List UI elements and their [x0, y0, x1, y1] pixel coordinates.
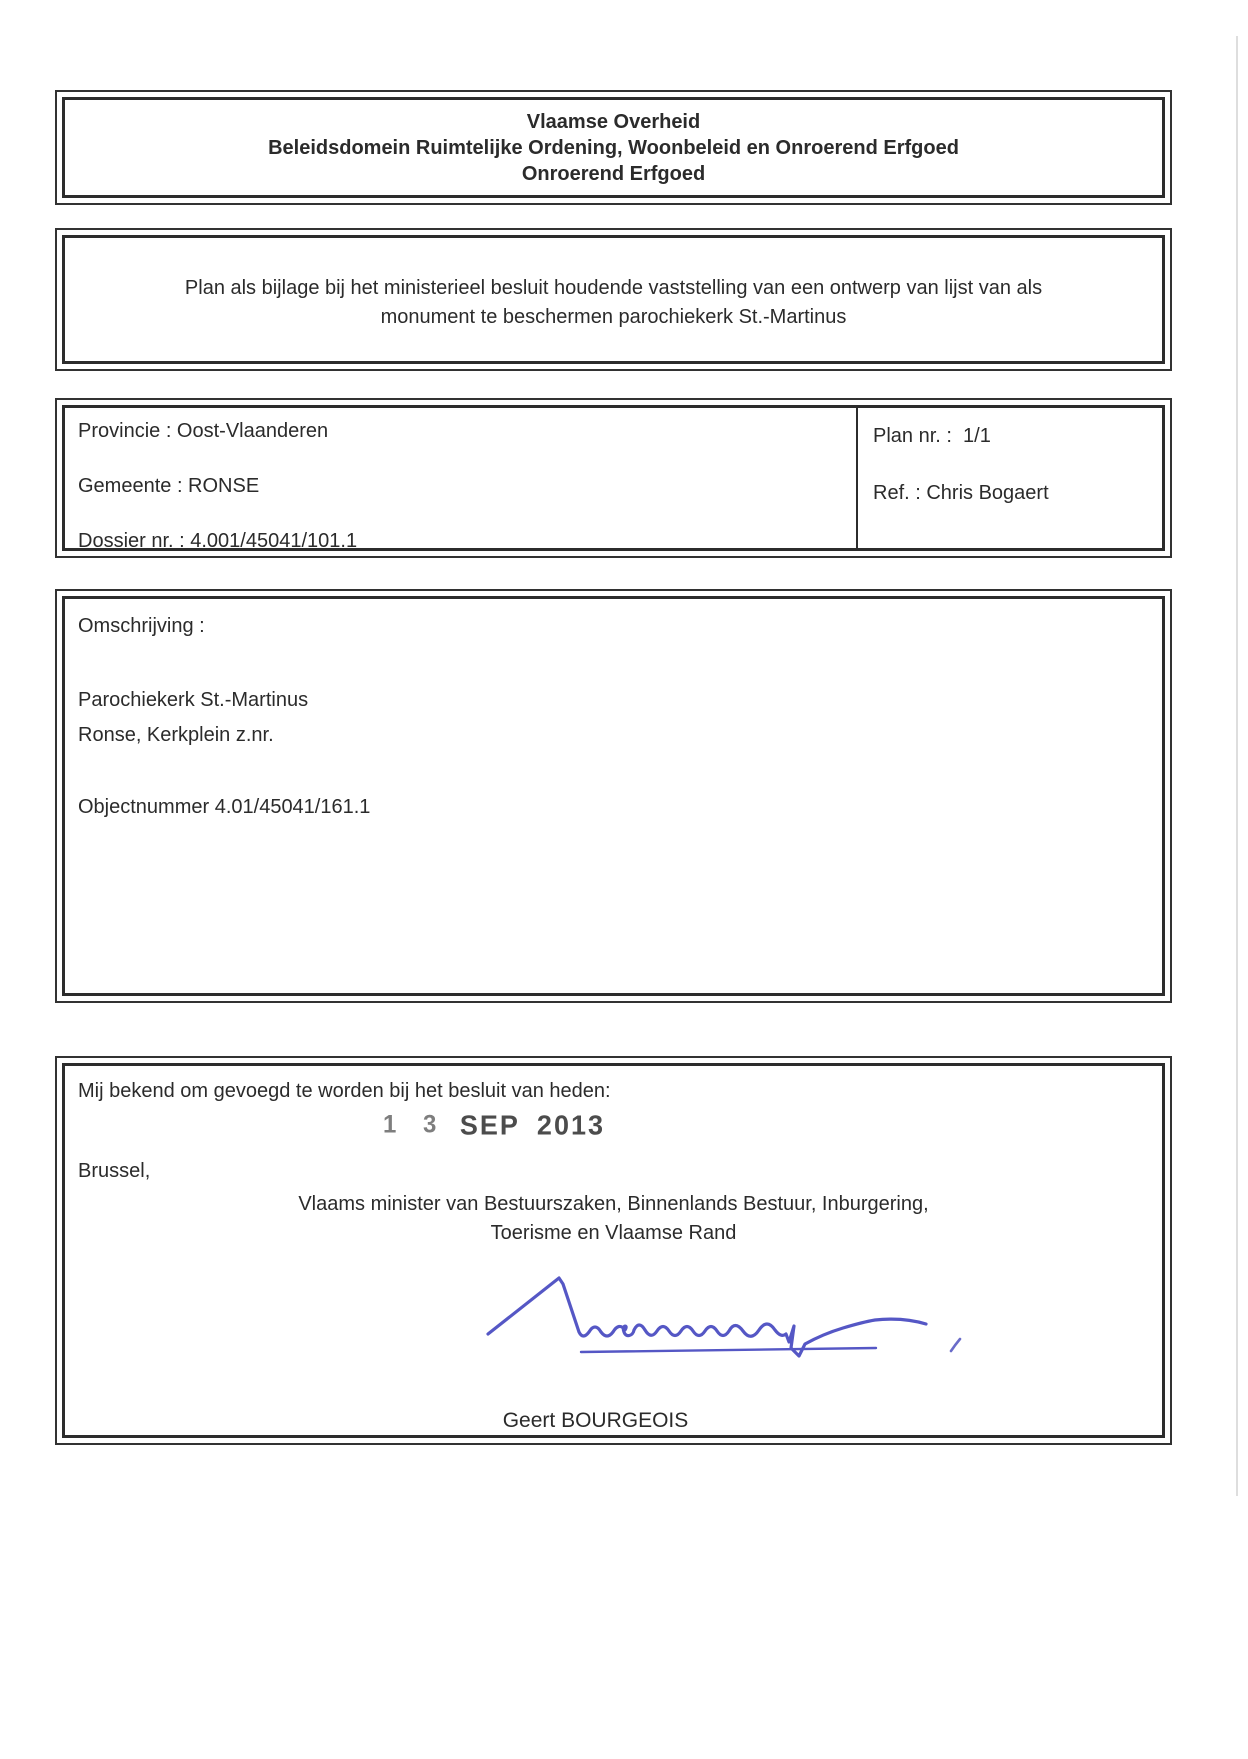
- header-box-inner: [62, 97, 1165, 198]
- signer-name: Geert BOURGEOIS: [502, 1409, 689, 1432]
- header-authority: Vlaamse Overheid: [526, 111, 701, 133]
- province-field: Provincie : Oost-Vlaanderen: [78, 420, 329, 442]
- info-box: [55, 398, 1172, 558]
- handwritten-signature: [483, 1270, 973, 1375]
- title-box-inner: [62, 235, 1165, 364]
- attestation-statement: Mij bekend om gevoegd te worden bij het besluit van heden:: [78, 1080, 611, 1102]
- description-box: [55, 589, 1172, 1003]
- title-box: [55, 228, 1172, 371]
- dossier-number-field: Dossier nr. : 4.001/45041/101.1: [78, 530, 358, 552]
- scanner-edge-artifact: [1236, 36, 1238, 1496]
- header-box: [55, 90, 1172, 205]
- reference-field: Ref. : Chris Bogaert: [873, 482, 1049, 504]
- signature-box: [55, 1056, 1172, 1445]
- minister-title-line-1: Vlaams minister van Bestuurszaken, Binnenlands Bestuur, Inburgering,: [298, 1193, 929, 1215]
- description-object-number: Objectnummer 4.01/45041/161.1: [78, 796, 371, 818]
- minister-title-line-2: Toerisme en Vlaamse Rand: [490, 1222, 737, 1244]
- description-label: Omschrijving :: [78, 615, 205, 637]
- info-box-inner: [62, 405, 1165, 551]
- municipality-field: Gemeente : RONSE: [78, 475, 260, 497]
- title-line-2: monument te beschermen parochiekerk St.-Martinus: [380, 306, 847, 328]
- date-stamp: [383, 1109, 605, 1141]
- signature-box-inner: [62, 1063, 1165, 1438]
- info-left-cell: [65, 408, 858, 552]
- header-policy-domain: Beleidsdomein Ruimtelijke Ordening, Woonbeleid en Onroerend Erfgoed: [268, 137, 959, 159]
- description-box-inner: [62, 596, 1165, 996]
- date-stamp-day: 1 3: [383, 1110, 443, 1139]
- info-right-cell: [860, 408, 1162, 548]
- description-object-name: Parochiekerk St.-Martinus: [78, 689, 309, 711]
- minister-title: [65, 1190, 1162, 1248]
- description-address: Ronse, Kerkplein z.nr.: [78, 724, 274, 746]
- plan-number-field: Plan nr. : 1/1: [873, 425, 991, 447]
- header-agency: Onroerend Erfgoed: [521, 163, 706, 185]
- title-line-1: Plan als bijlage bij het ministerieel besluit houdende vaststelling van een ontwerp van lijst van als: [184, 277, 1043, 299]
- date-stamp-month-year: SEP 2013: [459, 1109, 605, 1141]
- place-line: Brussel,: [78, 1160, 151, 1182]
